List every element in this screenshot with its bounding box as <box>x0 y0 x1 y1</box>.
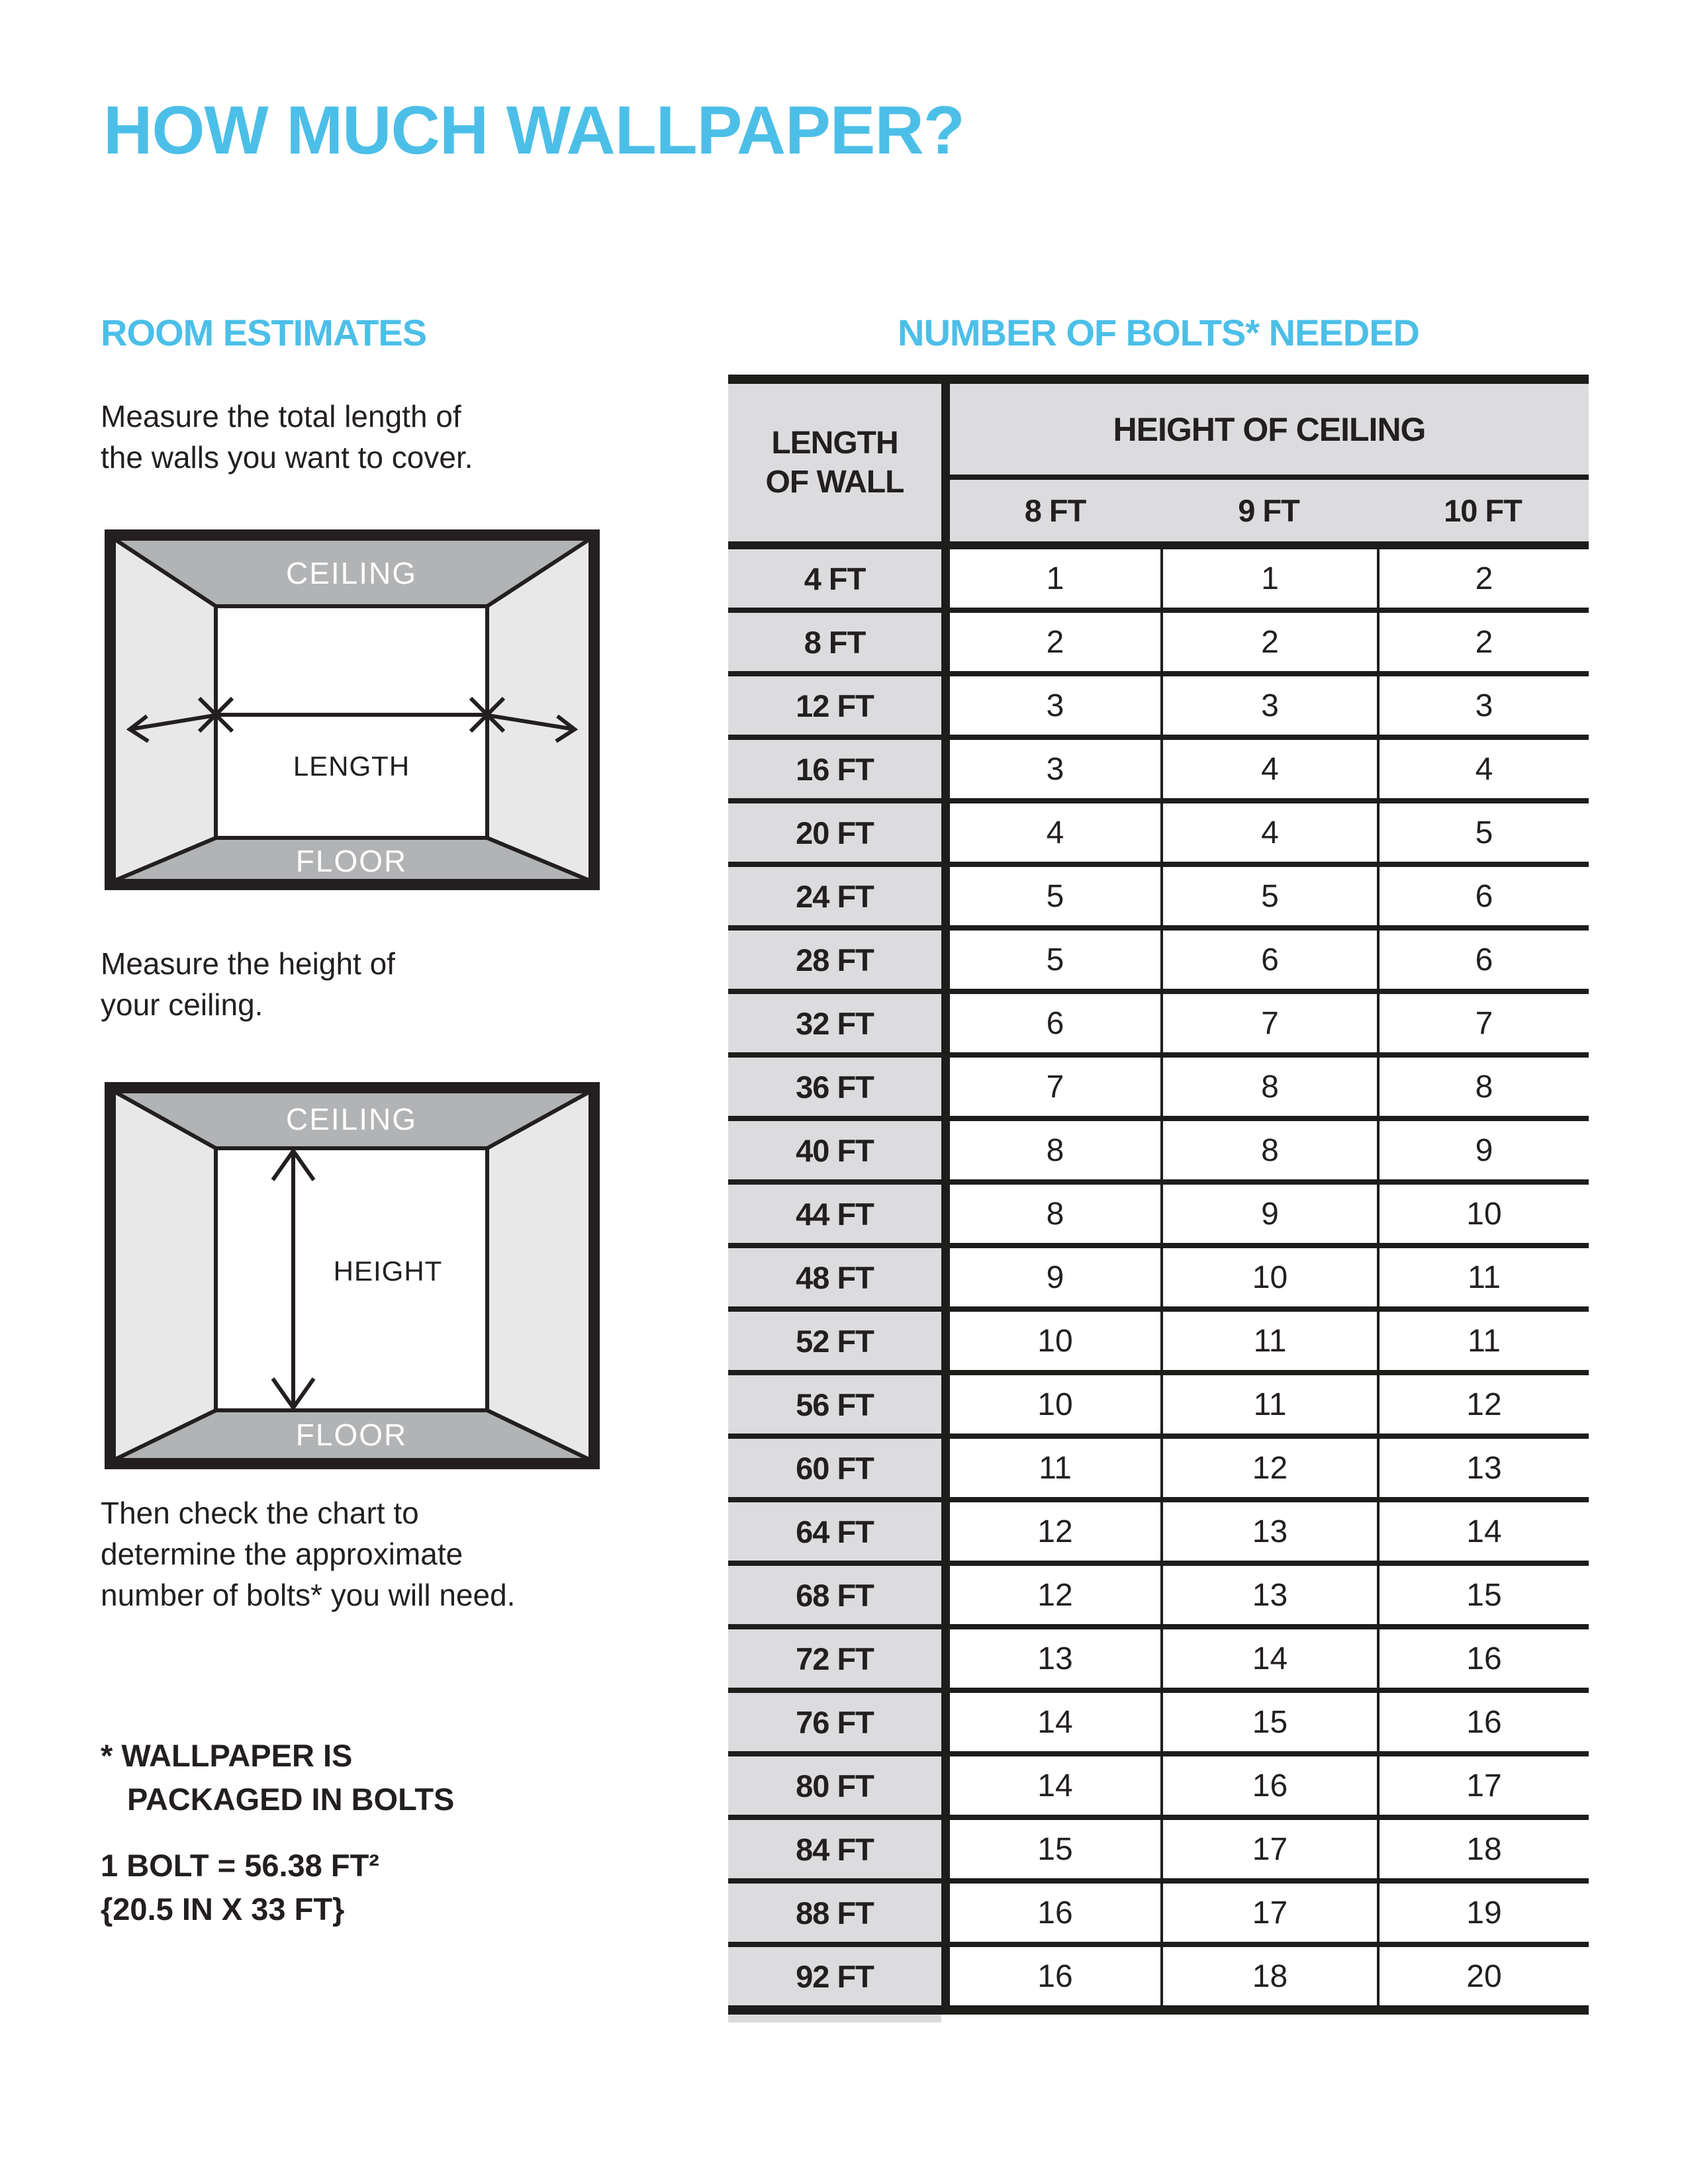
column-divider <box>941 1629 950 1688</box>
column-divider <box>941 1439 950 1497</box>
bolt-count-cell: 7 <box>1163 994 1377 1052</box>
row-rule <box>728 1751 1589 1756</box>
bolt-count-cell: 3 <box>950 740 1160 798</box>
row-rule <box>728 1243 1589 1248</box>
row-rule <box>728 671 1589 676</box>
bolt-count-cell: 18 <box>1380 1820 1589 1878</box>
bolt-count-cell: 13 <box>950 1629 1160 1688</box>
paragraph-line: Measure the height of <box>101 946 395 981</box>
column-header-9ft: 9 FT <box>1238 493 1299 528</box>
bolt-count-cell: 5 <box>1380 803 1589 862</box>
bolt-count-cell: 3 <box>1380 676 1589 735</box>
bolt-count-cell: 15 <box>950 1820 1160 1878</box>
bolt-count-cell: 8 <box>950 1185 1160 1243</box>
bolt-count-cell: 18 <box>1163 1947 1377 2005</box>
column-divider <box>941 1693 950 1751</box>
row-rule <box>728 1497 1589 1502</box>
table-bottom-bar <box>728 2005 1589 2015</box>
bolt-count-cell: 11 <box>950 1439 1160 1497</box>
bolt-spec <box>101 1844 379 1931</box>
bolts-table <box>728 375 1589 2023</box>
table-row <box>728 676 1589 735</box>
row-length-label: 56 FT <box>728 1375 941 1433</box>
column-divider <box>941 1502 950 1561</box>
note-line: PACKAGED IN BOLTS <box>127 1782 455 1817</box>
bolt-count-cell: 1 <box>950 549 1160 608</box>
row-rule <box>728 1052 1589 1058</box>
bolt-count-cell: 13 <box>1163 1566 1377 1624</box>
table-row <box>728 1058 1589 1116</box>
bolt-count-cell: 4 <box>950 803 1160 862</box>
ceiling-label: CEILING <box>285 556 418 590</box>
row-length-label: 4 FT <box>728 549 941 608</box>
bolt-count-cell: 8 <box>1163 1058 1377 1116</box>
row-length-label: 92 FT <box>728 1947 941 2005</box>
bolt-count-cell: 6 <box>1163 931 1377 989</box>
page-title: HOW MUCH WALLPAPER? <box>103 92 964 168</box>
table-row <box>728 931 1589 989</box>
bolt-count-cell: 2 <box>950 613 1160 671</box>
table-row <box>728 1693 1589 1751</box>
header-line: LENGTH <box>771 426 898 461</box>
column-header-10ft: 10 FT <box>1444 493 1522 528</box>
length-label: LENGTH <box>293 751 410 782</box>
bolt-count-cell: 20 <box>1380 1947 1589 2005</box>
bolt-count-cell: 14 <box>1380 1502 1589 1561</box>
room-length-diagram <box>105 529 600 890</box>
bolt-count-cell: 12 <box>950 1502 1160 1561</box>
column-divider <box>941 1756 950 1815</box>
bolt-count-cell: 12 <box>950 1566 1160 1624</box>
row-length-label: 44 FT <box>728 1185 941 1243</box>
bolt-count-cell: 14 <box>950 1756 1160 1815</box>
row-rule <box>728 1561 1589 1566</box>
row-rule <box>728 1306 1589 1312</box>
bolt-count-cell: 16 <box>950 1884 1160 1942</box>
column-divider <box>941 1312 950 1370</box>
bolt-count-cell: 13 <box>1163 1502 1377 1561</box>
bolt-count-cell: 15 <box>1163 1693 1377 1751</box>
row-length-label: 76 FT <box>728 1693 941 1751</box>
table-row <box>728 1185 1589 1243</box>
table-row <box>728 740 1589 798</box>
table-row <box>728 1629 1589 1688</box>
row-length-label: 32 FT <box>728 994 941 1052</box>
bolt-count-cell: 10 <box>950 1312 1160 1370</box>
row-rule <box>728 1116 1589 1121</box>
column-divider <box>941 1884 950 1942</box>
bolt-count-cell: 11 <box>1380 1248 1589 1306</box>
measure-height-paragraph <box>101 943 395 1025</box>
table-row <box>728 867 1589 925</box>
bolt-count-cell: 14 <box>1163 1629 1377 1688</box>
bolt-count-cell: 6 <box>1380 867 1589 925</box>
table-row <box>728 1947 1589 2005</box>
height-of-ceiling-label: HEIGHT OF CEILING <box>1113 410 1426 448</box>
column-divider <box>941 931 950 989</box>
row-rule <box>728 1942 1589 1947</box>
paragraph-line: determine the approximate <box>101 1537 463 1571</box>
header-line: OF WALL <box>765 465 904 500</box>
left-wall-face <box>114 1091 216 1460</box>
row-length-label: 72 FT <box>728 1629 941 1688</box>
table-top-bar <box>728 375 1589 384</box>
bolt-count-cell: 6 <box>1380 931 1589 989</box>
row-rule <box>728 989 1589 994</box>
row-rule <box>728 1370 1589 1375</box>
paragraph-line: Measure the total length of <box>101 399 461 433</box>
row-rule <box>728 1815 1589 1820</box>
table-row <box>728 803 1589 862</box>
bolt-count-cell: 2 <box>1163 613 1377 671</box>
table-row <box>728 1820 1589 1878</box>
table-row <box>728 994 1589 1052</box>
bolt-count-cell: 16 <box>1380 1693 1589 1751</box>
bolt-count-cell: 5 <box>1163 867 1377 925</box>
bolt-count-cell: 3 <box>1163 676 1377 735</box>
row-rule <box>728 1433 1589 1439</box>
bolt-count-cell: 8 <box>1163 1121 1377 1179</box>
bolt-count-cell: 9 <box>950 1248 1160 1306</box>
row-rule <box>728 1688 1589 1693</box>
column-divider <box>941 1248 950 1306</box>
height-label: HEIGHT <box>333 1255 443 1287</box>
bolt-count-cell: 12 <box>1380 1375 1589 1433</box>
table-row <box>728 1439 1589 1497</box>
ceiling-height-columns <box>950 480 1589 541</box>
bolt-count-cell: 14 <box>950 1693 1160 1751</box>
row-length-label: 40 FT <box>728 1121 941 1179</box>
paragraph-line: your ceiling. <box>101 987 263 1022</box>
column-divider <box>941 867 950 925</box>
table-row <box>728 1121 1589 1179</box>
column-divider <box>941 1058 950 1116</box>
spec-line: 1 BOLT = 56.38 FT² <box>101 1848 379 1883</box>
measure-length-paragraph <box>101 396 473 478</box>
bolt-count-cell: 2 <box>1380 613 1589 671</box>
bolt-count-cell: 5 <box>950 867 1160 925</box>
row-rule <box>728 541 1589 549</box>
row-length-label: 20 FT <box>728 803 941 862</box>
back-wall-face <box>216 606 487 838</box>
bolt-count-cell: 7 <box>1380 994 1589 1052</box>
table-gray-tab <box>728 2015 941 2023</box>
header-rule <box>950 475 1589 480</box>
bolt-count-cell: 15 <box>1380 1566 1589 1624</box>
bolt-count-cell: 16 <box>1380 1629 1589 1688</box>
bolt-count-cell: 4 <box>1380 740 1589 798</box>
bolt-count-cell: 8 <box>950 1121 1160 1179</box>
column-divider <box>941 1566 950 1624</box>
row-rule <box>728 1179 1589 1185</box>
bolt-count-cell: 9 <box>1163 1185 1377 1243</box>
column-divider <box>941 803 950 862</box>
row-rule <box>728 862 1589 867</box>
bolt-count-cell: 16 <box>1163 1756 1377 1815</box>
height-of-ceiling-header <box>950 384 1589 541</box>
column-divider <box>941 1375 950 1433</box>
table-row <box>728 1312 1589 1370</box>
bolt-count-cell: 10 <box>1380 1185 1589 1243</box>
spec-line: {20.5 IN X 33 FT} <box>101 1891 345 1927</box>
row-length-label: 28 FT <box>728 931 941 989</box>
table-row <box>728 613 1589 671</box>
column-divider <box>941 994 950 1052</box>
paragraph-line: the walls you want to cover. <box>101 440 473 475</box>
column-divider <box>941 384 950 541</box>
column-divider <box>941 1185 950 1243</box>
table-header <box>728 384 1589 541</box>
row-length-label: 64 FT <box>728 1502 941 1561</box>
table-body <box>728 541 1589 2005</box>
floor-label: FLOOR <box>295 844 408 878</box>
row-length-label: 16 FT <box>728 740 941 798</box>
row-length-label: 48 FT <box>728 1248 941 1306</box>
column-divider <box>941 613 950 671</box>
right-wall-face <box>487 1091 590 1460</box>
bolt-count-cell: 11 <box>1163 1312 1377 1370</box>
bolt-count-cell: 3 <box>950 676 1160 735</box>
bolt-count-cell: 4 <box>1163 740 1377 798</box>
table-row <box>728 1248 1589 1306</box>
column-header-8ft: 8 FT <box>1024 493 1086 528</box>
wallpaper-bolts-note <box>101 1734 454 1821</box>
bolt-count-cell: 16 <box>950 1947 1160 2005</box>
bolt-count-cell: 19 <box>1380 1884 1589 1942</box>
table-row <box>728 1502 1589 1561</box>
bolt-count-cell: 8 <box>1380 1058 1589 1116</box>
bolt-count-cell: 11 <box>1163 1375 1377 1433</box>
length-of-wall-header <box>728 384 941 541</box>
column-divider <box>941 1947 950 2005</box>
table-row <box>728 1756 1589 1815</box>
row-length-label: 52 FT <box>728 1312 941 1370</box>
table-row <box>728 1375 1589 1433</box>
bolt-count-cell: 17 <box>1163 1884 1377 1942</box>
room-estimates-heading: ROOM ESTIMATES <box>101 312 427 353</box>
table-row <box>728 1884 1589 1942</box>
bolt-count-cell: 17 <box>1380 1756 1589 1815</box>
row-rule <box>728 608 1589 613</box>
column-divider <box>941 740 950 798</box>
column-divider <box>941 676 950 735</box>
bolt-count-cell: 7 <box>950 1058 1160 1116</box>
row-length-label: 68 FT <box>728 1566 941 1624</box>
row-length-label: 60 FT <box>728 1439 941 1497</box>
bolt-count-cell: 12 <box>1163 1439 1377 1497</box>
column-divider <box>941 1121 950 1179</box>
paragraph-line: Then check the chart to <box>101 1496 419 1530</box>
column-divider <box>941 1820 950 1878</box>
bolts-needed-heading: NUMBER OF BOLTS* NEEDED <box>898 312 1419 353</box>
bolt-count-cell: 1 <box>1163 549 1377 608</box>
row-rule <box>728 1878 1589 1884</box>
room-height-diagram <box>105 1082 600 1469</box>
row-length-label: 84 FT <box>728 1820 941 1878</box>
column-divider <box>941 549 950 608</box>
bolt-count-cell: 4 <box>1163 803 1377 862</box>
bolt-count-cell: 5 <box>950 931 1160 989</box>
row-length-label: 8 FT <box>728 613 941 671</box>
ceiling-label: CEILING <box>285 1102 418 1136</box>
bolt-count-cell: 6 <box>950 994 1160 1052</box>
row-rule <box>728 798 1589 803</box>
row-rule <box>728 1624 1589 1629</box>
bolt-count-cell: 10 <box>950 1375 1160 1433</box>
row-length-label: 36 FT <box>728 1058 941 1116</box>
bolt-count-cell: 10 <box>1163 1248 1377 1306</box>
bolt-count-cell: 9 <box>1380 1121 1589 1179</box>
table-row <box>728 549 1589 608</box>
bolt-count-cell: 2 <box>1380 549 1589 608</box>
note-line: * WALLPAPER IS <box>101 1738 353 1773</box>
table-row <box>728 1566 1589 1624</box>
bolt-count-cell: 13 <box>1380 1439 1589 1497</box>
floor-label: FLOOR <box>295 1418 408 1452</box>
row-rule <box>728 735 1589 740</box>
check-chart-paragraph <box>101 1492 515 1615</box>
bolt-count-cell: 11 <box>1380 1312 1589 1370</box>
bolt-count-cell: 17 <box>1163 1820 1377 1878</box>
row-length-label: 80 FT <box>728 1756 941 1815</box>
row-length-label: 88 FT <box>728 1884 941 1942</box>
row-rule <box>728 925 1589 931</box>
paragraph-line: number of bolts* you will need. <box>101 1578 516 1612</box>
row-length-label: 12 FT <box>728 676 941 735</box>
row-length-label: 24 FT <box>728 867 941 925</box>
